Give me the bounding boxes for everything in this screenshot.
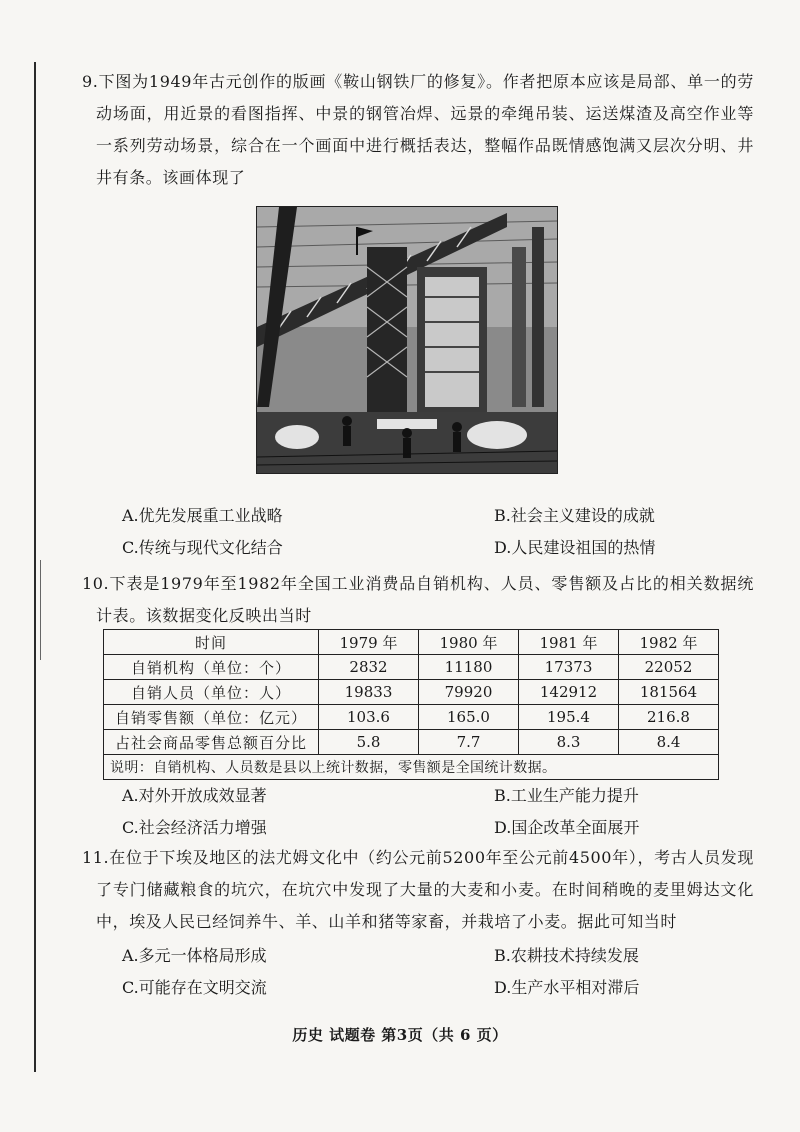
- question-9: [82, 66, 754, 194]
- binding-margin-mark: [40, 560, 41, 660]
- question-11: [82, 842, 754, 938]
- table-note-row: [104, 755, 719, 780]
- question-10: [82, 568, 754, 632]
- q9-option-b: B.社会主义建设的成就: [494, 506, 655, 525]
- table-header-cell: 1981 年: [519, 630, 619, 655]
- q10-option-d: D.国企改革全面展开: [494, 818, 640, 837]
- woodcut-print-anshan-steel-illustration: [256, 206, 558, 474]
- q9-option-c: C.传统与现代文化结合: [122, 538, 283, 557]
- table-cell: 17373: [519, 655, 619, 680]
- table-cell: 103.6: [319, 705, 419, 730]
- table-header-cell: 1980 年: [419, 630, 519, 655]
- table-cell: 79920: [419, 680, 519, 705]
- table-cell: 181564: [619, 680, 719, 705]
- question-11-options: [102, 940, 742, 1004]
- table-cell: 142912: [519, 680, 619, 705]
- table-row-label: 自销机构（单位：个）: [104, 655, 319, 680]
- table-cell: 5.8: [319, 730, 419, 755]
- table-cell: 8.4: [619, 730, 719, 755]
- table-row-label: 占社会商品零售总额百分比: [104, 730, 319, 755]
- question-9-options: [102, 500, 742, 564]
- table-note: 说明：自销机构、人员数是县以上统计数据，零售额是全国统计数据。: [104, 755, 719, 780]
- q9-option-a: A.优先发展重工业战略: [122, 506, 283, 525]
- table-cell: 165.0: [419, 705, 519, 730]
- table-cell: 216.8: [619, 705, 719, 730]
- binding-margin-line: [34, 62, 36, 1072]
- table-cell: 19833: [319, 680, 419, 705]
- table-row: [104, 655, 719, 680]
- table-header-row: [104, 630, 719, 655]
- q10-option-c: C.社会经济活力增强: [122, 818, 267, 837]
- q11-option-b: B.农耕技术持续发展: [494, 946, 639, 965]
- table-cell: 2832: [319, 655, 419, 680]
- q9-option-d: D.人民建设祖国的热情: [494, 538, 656, 557]
- table-header-cell: 1982 年: [619, 630, 719, 655]
- question-9-text: 9.下图为1949年古元创作的版画《鞍山钢铁厂的修复》。作者把原本应该是局部、单一的劳动场面，用近景的看图指挥、中景的钢管冶焊、远景的牵绳吊装、运送煤渣及高空作业等一系列劳动场景，综合在一个画面中进行概括表达，整幅作品既情感饱满又层次分明、井井有条。该画体现了: [82, 72, 754, 187]
- table-row: [104, 730, 719, 755]
- question-11-text: 11.在位于下埃及地区的法尤姆文化中（约公元前5200年至公元前4500年），考古人员发现了专门储藏粮食的坑穴，在坑穴中发现了大量的大麦和小麦。在时间稍晚的麦里姆达文化中，埃及人民已经饲养牛、羊、山羊和猪等家畜，并栽培了小麦。据此可知当时: [82, 848, 754, 931]
- woodcut-print-drawing: [257, 207, 557, 473]
- table-cell: 11180: [419, 655, 519, 680]
- table-row: [104, 705, 719, 730]
- page-footer: 历史 试题卷 第3页（共 6 页）: [292, 1026, 508, 1044]
- table-header-cell: 1979 年: [319, 630, 419, 655]
- question-10-options: [102, 780, 742, 844]
- table-cell: 22052: [619, 655, 719, 680]
- table-cell: 7.7: [419, 730, 519, 755]
- table-cell: 195.4: [519, 705, 619, 730]
- q10-option-a: A.对外开放成效显著: [122, 786, 267, 805]
- table-header-cell: 时间: [104, 630, 319, 655]
- q11-option-d: D.生产水平相对滞后: [494, 978, 640, 997]
- question-10-text: 10.下表是1979年至1982年全国工业消费品自销机构、人员、零售额及占比的相关数据统计表。该数据变化反映出当时: [82, 574, 754, 625]
- sales-data-table: [103, 629, 719, 780]
- q11-option-a: A.多元一体格局形成: [122, 946, 267, 965]
- table-cell: 8.3: [519, 730, 619, 755]
- table-row-label: 自销零售额（单位：亿元）: [104, 705, 319, 730]
- q10-option-b: B.工业生产能力提升: [494, 786, 639, 805]
- table-row-label: 自销人员（单位：人）: [104, 680, 319, 705]
- table-row: [104, 680, 719, 705]
- q11-option-c: C.可能存在文明交流: [122, 978, 267, 997]
